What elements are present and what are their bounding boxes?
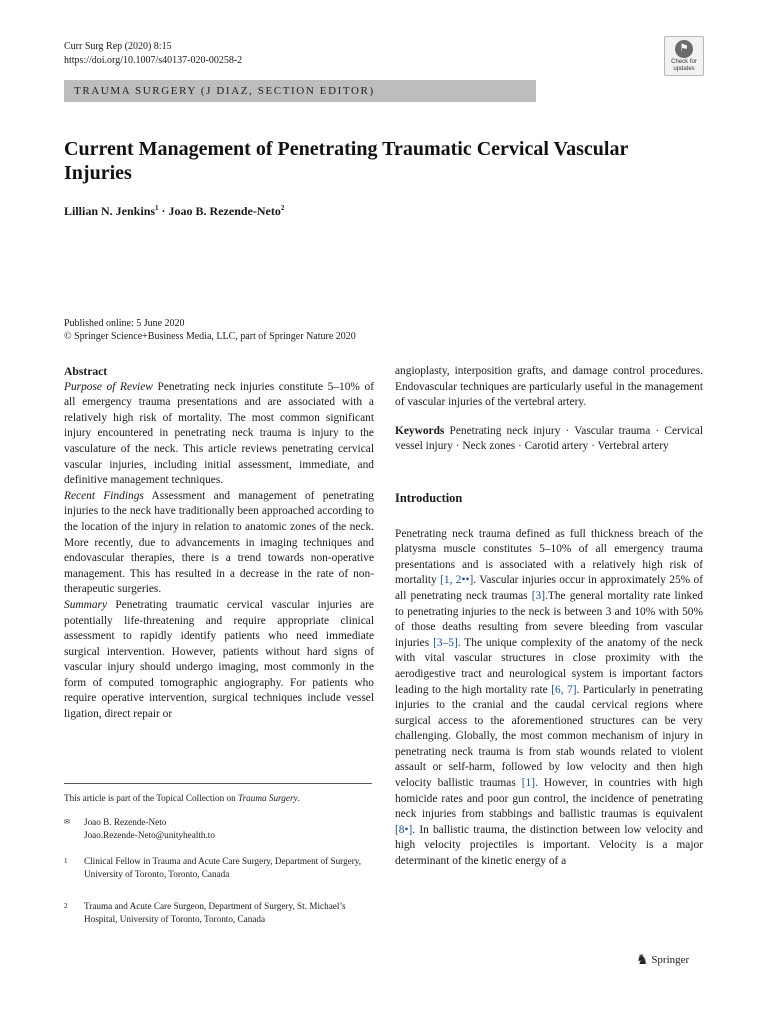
citation-link[interactable]: [3–5] xyxy=(433,636,458,649)
intro-text: .The general mortality rate linked to penetrating injuries to the neck is between 3 and 10% with 50% of those deaths resulting from severe bleeding from vascular injuries xyxy=(395,589,703,649)
summary-continued: angioplasty, interposition grafts, and damage control procedures. Endovascular techniques are particularly useful in the management of vascular injuries of the vertebral artery. xyxy=(395,365,703,409)
intro-text: . The unique complexity of the anatomy of the neck with vital vascular structures in close proximity with the aerodigestive tract and neurological system is important factors leading to the high mortality rate xyxy=(395,636,703,696)
publication-info xyxy=(64,317,356,343)
contact-email[interactable]: Joao.Rezende-Neto@unityhealth.to xyxy=(84,829,215,840)
topical-collection-note xyxy=(64,792,374,805)
affiliation-text: Trauma and Acute Care Surgeon, Department of Surgery, St. Michael’s Hospital, University of Toronto, Toronto, Canada xyxy=(84,901,346,924)
intro-text: . Vascular injuries occur in approximately 25% of all penetrating neck traumas xyxy=(395,574,703,602)
affiliation-1 xyxy=(64,855,374,895)
copyright-line: © Springer Science+Business Media, LLC, part of Springer Nature 2020 xyxy=(64,331,356,342)
intro-text: . In ballistic trauma, the distinction between low velocity and high velocity projectiles is important. Velocity is a major determinant of the kinetic energy of a xyxy=(395,823,703,868)
summary-label: Summary xyxy=(64,598,108,611)
abstract-findings xyxy=(64,489,374,598)
intro-text: Penetrating neck trauma defined as full thickness breach of the platysma muscle constitutes 5–10% of all emergency trauma presentations and is associated with a relatively high risk of mortality xyxy=(395,527,703,587)
citation-link[interactable]: [1] xyxy=(521,777,536,790)
affiliation-2 xyxy=(64,900,374,928)
citation-link[interactable]: [8•] xyxy=(395,823,413,836)
doi-link[interactable]: https://doi.org/10.1007/s40137-020-00258-2 xyxy=(64,55,243,66)
collection-name: Trauma Surgery xyxy=(237,793,298,803)
keywords-list: Penetrating neck injury · Vascular trauma · Cervical vessel injury · Neck zones · Carotid artery · Vertebral artery xyxy=(395,424,703,453)
author-name[interactable]: Joao B. Rezende-Neto xyxy=(168,204,281,218)
affiliation-number: 1 xyxy=(64,857,68,865)
check-for-updates-badge[interactable] xyxy=(664,36,704,76)
check-for-updates-label: Check for updates xyxy=(671,59,697,72)
journal-citation: Curr Surg Rep (2020) 8:15 xyxy=(64,41,172,52)
corresponding-author xyxy=(64,816,374,842)
summary-text: Penetrating traumatic cervical vascular injuries are potentially life-threatening and require appropriate clinical assessment to rapidly identify patients who need immediate surgical intervention. However, patients without hard signs of vascular injury should undergo imaging, most commonly in the form of computed tomographic angiography. For patients who require operative intervention, surgical techniques include vessel ligation, direct repair or xyxy=(64,598,374,721)
abstract-section xyxy=(64,364,374,723)
publisher-name: Springer xyxy=(651,954,690,966)
author-separator: · xyxy=(161,204,166,218)
keywords xyxy=(395,424,703,455)
abstract-heading: Abstract xyxy=(64,365,108,378)
purpose-text: Penetrating neck injuries constitute 5–10% of all emergency trauma presentations and are associated with a relatively high risk of mortality. The most common significant injury encountered in penetrating neck trauma is injury to the vasculature of the neck. This article reviews penetrating cervical vascular injuries, including initial assessment, immediate, and definitive management techniques. xyxy=(64,380,374,487)
right-column xyxy=(395,364,703,870)
footnote-divider xyxy=(64,783,372,784)
springer-horse-icon: ♞ xyxy=(636,953,649,968)
section-banner: TRAUMA SURGERY (J DIAZ, SECTION EDITOR) xyxy=(64,80,536,102)
keywords-label: Keywords xyxy=(395,424,445,437)
bookmark-icon: ⚑ xyxy=(675,40,693,58)
citation-link[interactable]: [3] xyxy=(531,589,546,602)
introduction-heading: Introduction xyxy=(395,490,463,505)
affiliation-text: Clinical Fellow in Trauma and Acute Care Surgery, Department of Surgery, University of Toronto, Toronto, Canada xyxy=(84,856,362,879)
abstract-summary xyxy=(64,598,374,723)
envelope-icon: ✉ xyxy=(64,818,70,826)
citation-link[interactable]: [6, 7] xyxy=(551,683,577,696)
purpose-label: Purpose of Review xyxy=(64,380,153,393)
article-title: Current Management of Penetrating Traumatic Cervical Vascular Injuries xyxy=(64,138,628,184)
published-date: Published online: 5 June 2020 xyxy=(64,318,185,329)
abstract-purpose xyxy=(64,380,374,489)
affiliation-number: 2 xyxy=(64,902,68,910)
contact-name: Joao B. Rezende-Neto xyxy=(84,817,167,827)
author-list xyxy=(64,204,284,219)
citation-link[interactable]: [1, 2••] xyxy=(440,574,474,587)
findings-label: Recent Findings xyxy=(64,489,144,502)
intro-text: . Particularly in penetrating injuries to the cranial and the caudal cervical regions where surgical access to the aforementioned structures can be very challenging. Globally, the most common mechanism of injury in penetrating neck trauma is from stab wounds related to violent assault or self-harm, followed by low velocity and then high velocity ballistic traumas xyxy=(395,683,703,790)
introduction-paragraph xyxy=(395,527,703,870)
collection-suffix: . xyxy=(297,793,300,803)
affiliation-marker: 1 xyxy=(155,204,159,212)
intro-text: . However, in countries with high homicide rates and poor gun control, the incidence of penetrating neck injuries from stabbings and ballistic traumas is equivalent xyxy=(395,777,704,821)
findings-text: Assessment and management of penetrating injuries to the neck have traditionally been approached according to the location of the injury in relation to anatomic zones of the neck. More recently, due to advancements in imaging techniques and endovascular therapies, there is a trend towards non-operative management. This has resulted in a decrease in the rate of non-therapeutic surgeries. xyxy=(64,489,375,596)
author-name[interactable]: Lillian N. Jenkins xyxy=(64,204,156,218)
collection-prefix: This article is part of the Topical Collection on xyxy=(64,793,236,803)
publisher-logo xyxy=(636,952,689,969)
affiliation-marker: 2 xyxy=(280,204,285,212)
